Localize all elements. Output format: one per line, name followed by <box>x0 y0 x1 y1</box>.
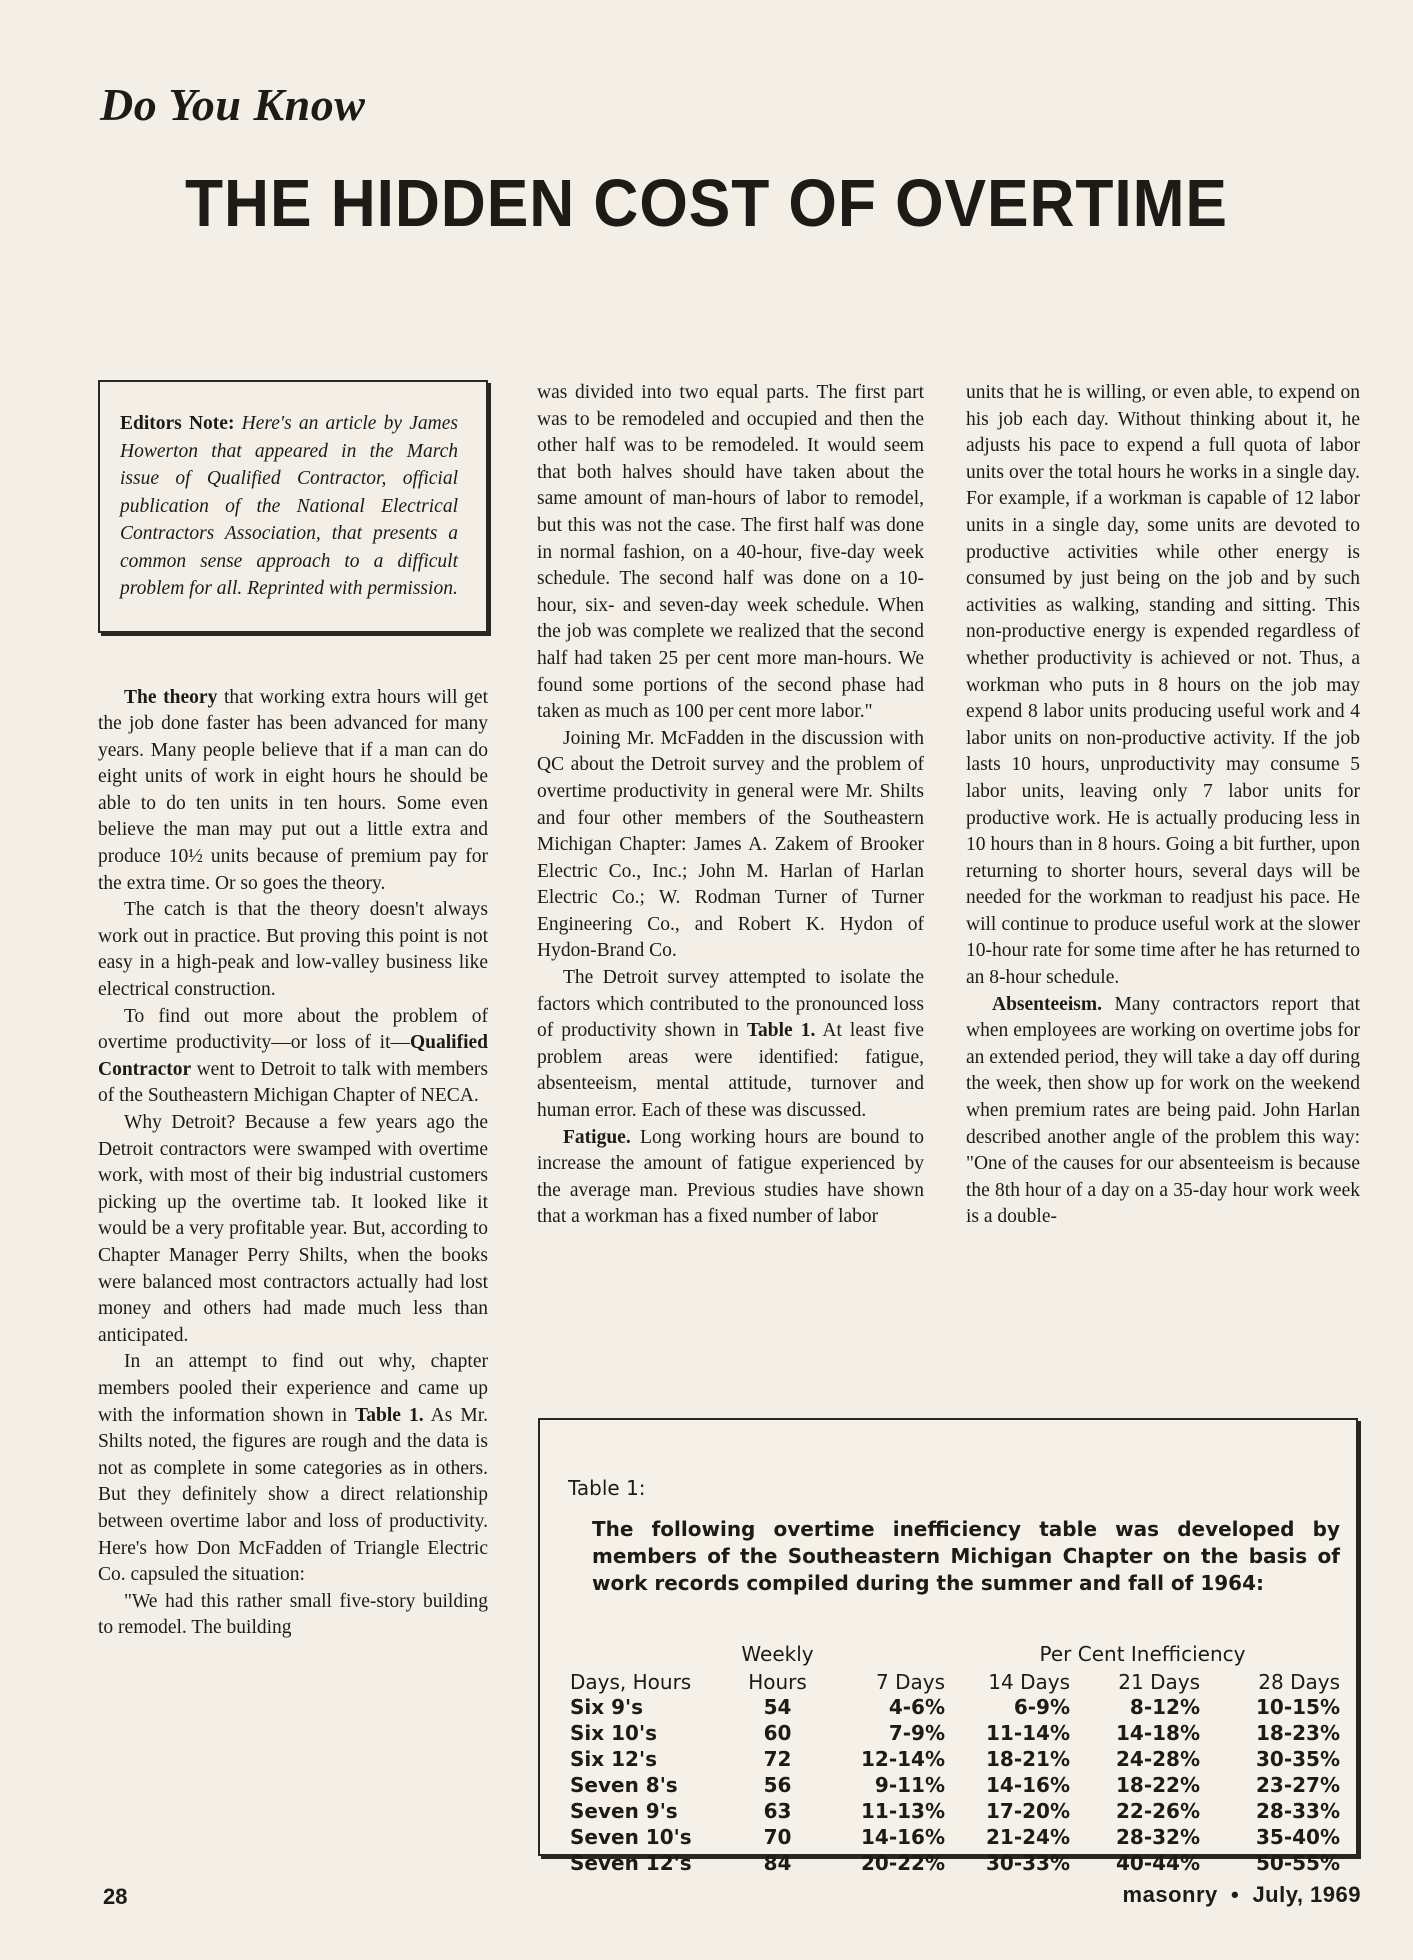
table-cell: 84 <box>763 1851 792 1875</box>
table-cell: 23-27% <box>1255 1773 1340 1797</box>
column-3 <box>966 380 1360 1231</box>
table-cell: 28-33% <box>1255 1799 1340 1823</box>
column-header: 21 Days <box>1118 1670 1200 1694</box>
column-2 <box>537 380 924 1231</box>
column-header: 28 Days <box>1258 1670 1340 1694</box>
header-spacer <box>820 1638 945 1666</box>
paragraph-text: that working extra hours will get the job done faster has been advanced for many years. Many people believe that if a man can do eight units of work in eight hours he should be able to do ten units in ten hours. Some even believe the man may put out a little extra and produce 10½ units because of premium pay for the extra time. Or so goes the theory. <box>98 686 489 894</box>
paragraph: Joining Mr. McFadden in the discussion with QC about the Detroit survey and the problem of overtime productivity in general were Mr. Shilts and four other members of the Southeastern Michigan Chapter: James A. Zakem of Brooker Electric Co., Inc.; John M. Harlan of Harlan Electric Co.; W. Rodman Turner of Turner Engineering Co., and Robert K. Hydon of Hydon-Brand Co. <box>537 727 924 962</box>
paragraph: "We had this rather small five-story building to remodel. The building <box>98 1590 488 1639</box>
table-row <box>570 1824 1340 1850</box>
table-header-row <box>570 1666 1340 1694</box>
table-1-box <box>538 1418 1358 1875</box>
table-cell: 14-16% <box>985 1773 1070 1797</box>
running-footer <box>1123 1882 1361 1908</box>
table-cell: 8-12% <box>1129 1695 1200 1719</box>
publication-name: Qualified Contractor <box>98 1032 488 1080</box>
paragraph: was divided into two equal parts. The first part was to be remodeled and occupied and then the other half was to be remodeled. It would seem that both halves should have taken about the same amount of man-hours of labor to remodel, but this was not the case. The first half was done in normal fashion, on a 40-hour, five-day week schedule. The second half was done on a 10-hour, six- and seven-day week schedule. When the job was complete we realized that the second half had taken 25 per cent more man-hours. We found some portions of the second phase had taken as much as 100 per cent more labor." <box>537 382 924 723</box>
table-cell: 20-22% <box>860 1851 945 1875</box>
table-row <box>570 1798 1340 1824</box>
table-cell: 40-44% <box>1115 1851 1200 1875</box>
kicker: Do You Know <box>100 79 366 130</box>
table-reference: Table 1. <box>355 1404 424 1426</box>
paragraph: Why Detroit? Because a few years ago the Detroit contractors were swamped with overtime work, with most of their big industrial customers picking up the overtime tab. It looked like it would be a very profitable year. But, according to Chapter Manager Perry Shilts, when the books were balanced most contractors actually had lost money and others had made much less than anticipated. <box>98 1112 488 1346</box>
table-cell: 72 <box>763 1747 792 1771</box>
table-cell: 14-18% <box>1115 1721 1200 1745</box>
column-1 <box>98 380 488 1642</box>
paragraph <box>966 992 1360 1231</box>
table-row <box>570 1772 1340 1798</box>
table-cell: Six 10's <box>570 1721 657 1745</box>
table-cell: 18-22% <box>1115 1773 1200 1797</box>
table-cell: 60 <box>763 1721 792 1745</box>
table-cell: Seven 10's <box>570 1825 692 1849</box>
table-cell: 50-55% <box>1255 1851 1340 1875</box>
editors-note-text: Here's an article by James Howerton that appeared in the March issue of Qualified Contractor, official publication of the National Electrical Contractors Association, that presents a common sense approach to a difficult problem for all. Reprinted with permission. <box>120 413 458 599</box>
paragraph <box>98 1004 488 1110</box>
column-header: Hours <box>748 1670 807 1694</box>
table-cell: 11-13% <box>860 1799 945 1823</box>
table-cell: Seven 12's <box>570 1851 692 1875</box>
lead-in: Fatigue. <box>563 1126 631 1148</box>
table-cell: 24-28% <box>1115 1747 1200 1771</box>
table-row <box>570 1850 1340 1876</box>
paragraph <box>98 685 488 898</box>
paragraph-text: In an attempt to find out why, chapter members pooled their experience and came up with the information shown in <box>98 1351 488 1426</box>
column-header: Days, Hours <box>570 1670 692 1694</box>
publication-name: masonry <box>1122 1882 1218 1907</box>
table-reference: Table 1. <box>746 1020 816 1042</box>
editors-note-label: Editors Note: <box>120 413 235 434</box>
table-cell: Six 9's <box>570 1695 644 1719</box>
table-cell: 35-40% <box>1255 1825 1340 1849</box>
table-cell: 4-6% <box>888 1695 945 1719</box>
table-cell: 17-20% <box>985 1799 1070 1823</box>
table-row <box>570 1694 1340 1720</box>
header-spacer <box>570 1638 735 1666</box>
table-cell: 70 <box>763 1825 792 1849</box>
header-weekly: Weekly <box>741 1642 814 1666</box>
table-cell: 9-11% <box>874 1773 945 1797</box>
table-cell: 21-24% <box>985 1825 1070 1849</box>
editors-note-box <box>98 380 488 633</box>
column-header: 14 Days <box>988 1670 1070 1694</box>
table-cell: 14-16% <box>860 1825 945 1849</box>
lead-in: The theory <box>124 686 218 708</box>
table-cell: 63 <box>763 1799 792 1823</box>
paragraph <box>537 965 924 1125</box>
inefficiency-table <box>570 1638 1340 1876</box>
table-cell: 54 <box>763 1695 792 1719</box>
table-row <box>570 1720 1340 1746</box>
table-cell: 18-23% <box>1255 1721 1340 1745</box>
header-per-cent-inefficiency: Per Cent Inefficiency <box>1039 1642 1246 1666</box>
paragraph-text: The Detroit survey attempted to isolate the factors which contributed to the pronounced loss of productivity shown in <box>537 967 924 1042</box>
table-title: Table 1: <box>568 1476 646 1500</box>
issue-date: July, 1969 <box>1252 1882 1361 1907</box>
table-cell: 30-35% <box>1255 1747 1340 1771</box>
table-cell: 30-33% <box>985 1851 1070 1875</box>
paragraph-text: To find out more about the problem of overtime productivity—or loss of it— <box>98 1005 488 1054</box>
table-cell: Six 12's <box>570 1747 657 1771</box>
column-header: 7 Days <box>876 1670 945 1694</box>
paragraph-text: As Mr. Shilts noted, the figures are rough and the data is not as complete in some categories as in others. But they definitely show a direct relationship between overtime labor and loss of productivity. Here's how Don McFadden of Triangle Electric Co. capsuled the situation: <box>98 1404 488 1586</box>
table-cell: 28-32% <box>1115 1825 1200 1849</box>
headline: THE HIDDEN COST OF OVERTIME <box>185 166 1228 241</box>
table-description: The following overtime inefficiency table was developed by members of the Southeastern Michigan Chapter on the basis of work records compiled during the summer and fall of 1964: <box>592 1517 1340 1595</box>
table-cell: 11-14% <box>985 1721 1070 1745</box>
table-cell: 6-9% <box>1013 1695 1070 1719</box>
bullet-separator: • <box>1231 1882 1240 1907</box>
table-cell: 10-15% <box>1255 1695 1340 1719</box>
paragraph <box>537 1125 924 1231</box>
table-cell: Seven 8's <box>570 1773 678 1797</box>
paragraph-text: At least five problem areas were identified: fatigue, absenteeism, mental attitude, turnover and human error. Each of these was discussed. <box>537 1020 924 1122</box>
table-cell: 7-9% <box>888 1721 945 1745</box>
table-cell: Seven 9's <box>570 1799 678 1823</box>
page-number: 28 <box>103 1884 128 1909</box>
table-cell: 56 <box>763 1773 792 1797</box>
paragraph: units that he is willing, or even able, to expend on his job each day. Without thinking about it, he adjusts his pace to expend a full quota of labor units over the total hours he works in a single day. For example, if a workman is capable of 12 labor units in a single day, some units are devoted to productive activities while other energy is consumed by just being on the job and by such activities as walking, standing and sitting. This non-productive energy is expended regardless of whether productivity is achieved or not. Thus, a workman who puts in 8 hours on the job may expend 8 labor units producing useful work and 4 labor units on non-productive activity. If the job lasts 10 hours, unproductivity may consume 5 labor units, leaving only 7 labor units for productive work. He is actually producing less in 10 hours than in 8 hours. Going a bit further, upon returning to shorter hours, several days will be needed for the workman to readjust his pace. He will continue to produce useful work at the slower 10-hour rate for some time after he has returned to an 8-hour schedule. <box>966 382 1360 989</box>
paragraph-text: Many contractors report that when employees are working on overtime jobs for an extended period, they will take a day off during the week, then show up for work on the weekend when premium rates are being paid. John Harlan described another angle of the problem this way: "One of the causes for our absenteeism is because the 8th hour of a day on a 35-day hour work week is a double- <box>966 993 1360 1228</box>
paragraph: The catch is that the theory doesn't always work out in practice. But proving this point is not easy in a high-peak and low-valley business like electrical construction. <box>98 899 488 1001</box>
paragraph-text: Long working hours are bound to increase the amount of fatigue experienced by the average man. Previous studies have shown that a workman has a fixed number of labor <box>537 1126 924 1228</box>
paragraph-text: went to Detroit to talk with members of the Southeastern Michigan Chapter of NECA. <box>98 1058 488 1107</box>
table-cell: 22-26% <box>1115 1799 1200 1823</box>
lead-in: Absenteeism. <box>992 993 1102 1015</box>
table-cell: 12-14% <box>860 1747 945 1771</box>
table-cell: 18-21% <box>985 1747 1070 1771</box>
paragraph <box>98 1349 488 1588</box>
table-header-top-row <box>570 1638 1340 1666</box>
table-row <box>570 1746 1340 1772</box>
